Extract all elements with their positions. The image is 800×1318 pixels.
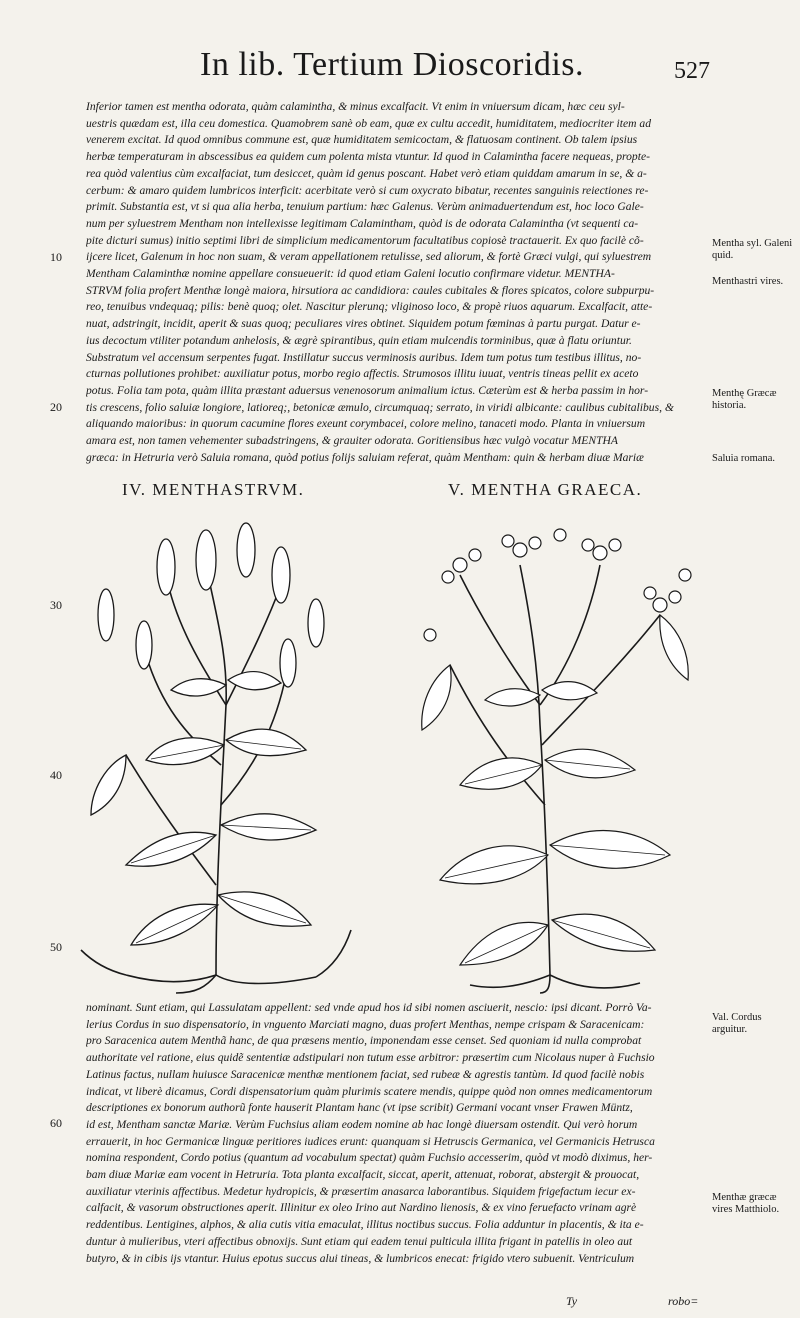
line-number: 40	[50, 768, 62, 782]
text-line: tis crescens, folio saluiæ longiore, latioreq;, betonicæ æmulo, circumquaq; serrato, in viridi albicante: caulibus cubitalibus, &	[86, 400, 674, 414]
margin-note: Val. Cordus arguitur.	[712, 1012, 762, 1035]
text-line: primit. Substantia est, vt si qua alia herba, tenuium partium: hæc Galenus. Verùm animaduertendum est, hoc loco Gale-	[86, 200, 644, 214]
text-line: amara est, non tamen vehementer subadstringens, & grauiter odorata. Goritiensibus hæc vulgò vocatur MENTHA	[86, 434, 618, 448]
margin-note: Menthastri vires.	[712, 276, 784, 287]
running-header-title: In lib. Tertium Dioscoridis.	[200, 46, 585, 83]
text-line: indicat, vt liberè dicamus, Cordi dispensatorium quàm plurimis scatere mendis, quippe quòd non omnes medicamentorum	[86, 1084, 653, 1098]
text-line: num per syluestrem Mentham non intellexisse legitimam Calamintham, quòd is de odorata Calamintha (vt sequenti ca-	[86, 216, 639, 230]
text-line: duntur à mulieribus, vteri affectibus obnoxijs. Sunt etiam qui eadem tenui pulticula illita frigant in patellis in oleo aut	[86, 1234, 633, 1248]
signature-mark: Ty	[566, 1294, 578, 1308]
text-line: cerbum: & amaro quidem lumbricos interficit: acerbitate verò si cum oxycrato bibatur, recentes sanguinis reiectiones re-	[86, 183, 649, 197]
text-line: STRVM folia profert Menthæ longè maiora, hirsutiora ac candidiora: caules cubitales & flores spicatos, colore subpurpu-	[86, 283, 655, 297]
text-line: reddentibus. Lentigines, alphos, & alia cutis vitia emaculat, illitus noctibus succus. Folia adduntur in placentis, & ita e-	[86, 1218, 644, 1232]
line-number: 50	[50, 940, 62, 954]
bottom-text-block	[86, 1000, 704, 1267]
text-line: Inferior tamen est mentha odorata, quàm calamintha, & minus excalfacit. Vt enim in vniuersum dicam, hæc ceu syl-	[86, 100, 625, 113]
mentha-graeca-woodcut-illustration	[400, 505, 710, 995]
text-line: ijcere licet, Galenum in hoc non suam, & veram appellationem retulisse, sed aliorum, & fortè Græci vulgi, qui syluestrem	[86, 250, 652, 264]
text-line: Mentham Calaminthæ nomine appellare consueuerit: id quod etiam Galeni locutio confirmare videtur. MENTHA-	[86, 267, 615, 281]
text-line: nuat, adstringit, incidit, aperit & suas quoq; peculiares vires obtinet. Siquidem potum fœminas à partu purgat. Datur e-	[86, 317, 641, 331]
page-number: 527	[674, 58, 710, 84]
menthastrum-woodcut-illustration	[66, 505, 366, 995]
margin-note: Saluia romana.	[712, 453, 775, 464]
text-line: nominant. Sunt etiam, qui Lassulatam appellent: sed vnde apud hos id sibi nomen asciuerit, nescio: ipsi dicant. Porrò Va-	[86, 1001, 652, 1014]
text-line: pro Saracenica autem Menthã hanc, de qua præsens mentio, imponendam esse censet. Sed quoniam id nulla comprobat	[86, 1034, 642, 1048]
text-line: pite dicturi sumus) initio septimi libri de simplicium medicamentorum facultatibus copiosè tractauerit. Ex quo facilè cõ-	[86, 233, 644, 247]
text-line: bam diuæ Mariæ eam vocent in Hetruria. Tota planta excalfacit, siccat, aperit, attenuat, roborat, abstergit & prouocat,	[86, 1168, 640, 1182]
line-number: 20	[50, 400, 62, 414]
text-line: id est, Mentham sanctæ Mariæ. Verùm Fuchsius aliam eodem nomine ab hac longè diuersam ostendit. Qui verò horum	[86, 1117, 638, 1131]
text-line: errauerit, in hoc Germanicæ linguæ peritiores iudices erunt: quanquam si Hetruscis Germanica, vel Germanicis Hetrusca	[86, 1134, 655, 1148]
text-line: Substratum vel accensum serpentes fugat. Instillatur succus verminosis auribus. Idem tum potus tum testibus illitus, no-	[86, 350, 642, 364]
figure-title-mentha-graeca: V. MENTHA GRAECA.	[448, 480, 643, 499]
text-line: Latinus factus, nullam huiusce Saracenicæ menthæ mentionem faciat, sed rubeæ & agrestis tantùm. Id quod facilè nobis	[86, 1067, 645, 1081]
text-line: authoritate vel ratione, eius quidẽ sententiæ adstipulari non tutum esse arbitror: præsertim cum Nicolaus nuper à Fuchsio	[86, 1051, 655, 1065]
line-number: 30	[50, 598, 62, 612]
text-line: descriptiones ex bonorum authorũ fonte hauserit Plantam hanc (vt ipse scribit) Germani vocant vnser Frawen Müntz,	[86, 1101, 633, 1115]
text-line: ius decoctum vtiliter potandum anhelosis, & ægrè spirantibus, quin etiam mulcendis torminibus, quæ à flatu oriuntur.	[86, 333, 632, 347]
line-number: 10	[50, 250, 62, 264]
line-number: 60	[50, 1116, 62, 1130]
margin-note: Mentha syl. Galeni quid.	[712, 238, 793, 261]
text-line: nomina respondent, Cordo potius (quantum ad vocabulum spectat) quàm Fuchsio accesserim, quòd vt modò diximus, her-	[86, 1151, 653, 1165]
text-line: græca: in Hetruria verò Saluia romana, quòd potius folijs saluiam referat, quàm Mentham: quin & herbam diuæ Mariæ	[86, 450, 644, 464]
text-line: potus. Folia tam pota, quàm illita præstant aduersus venenosorum animalium ictus. Cæterùm est & herba passim in hor-	[86, 383, 649, 397]
text-line: aliquando maioribus: in quorum cacumine flores exeunt corymbacei, colore melino, tanaceti modo. Planta in vniuersum	[86, 417, 646, 431]
text-line: lerius Cordus in suo dispensatorio, in vnguento Marciati magno, duas profert Menthas, nempe crispam & Saracenicam:	[86, 1017, 645, 1031]
text-line: uestris quædam est, illa ceu domestica. Quamobrem sanè ob eam, quæ ex cultu accedit, humiditatem, mediocriter item ad	[86, 116, 651, 130]
text-line: calfacit, & vasorum obstructiones aperit. Illinitur ex oleo Irino aut Nardino lienosis, & ex vino feruefacto vrinam agrè	[86, 1201, 637, 1215]
text-line: auxiliatur vterinis affectibus. Medetur hydropicis, & præsertim anasarca laborantibus. Siquidem frigefactum iecur ex-	[86, 1184, 636, 1198]
text-line: herbæ temperaturam in abscessibus ea quidem cum polenta mista vtuntur. Id quod in Calamintha facere nequeas, propte-	[86, 150, 650, 164]
figure-title-menthastrum: IV. MENTHASTRVM.	[122, 480, 305, 499]
catchword: robo=	[668, 1294, 699, 1308]
margin-note: Menthæ græcæ vires Matthiolo.	[712, 1192, 780, 1215]
top-text-block	[86, 99, 704, 466]
text-line: cturnas pollutiones prohibet: auxiliatur potus, morbo regio affectis. Strumosos illitu iuuat, ventris tineas pellit ex aceto	[86, 367, 639, 381]
text-line: venerem excitat. Id quod omnibus commune est, quæ humiditatem semicoctam, & flatuosam continent. Ob talem ipsius	[86, 133, 638, 147]
text-line: butyro, & in cibis ijs vtantur. Huius epotus succus alui tineas, & lumbricos enecat: frigido vtero subuenit. Ventriculum	[86, 1251, 635, 1265]
text-line: rea quòd valentius cùm excalfaciat, tum desiccet, quàm id genus poscant. Habet verò etiam quiddam amarum in se, & a-	[86, 166, 647, 180]
margin-note: Menthę Græcæ historia.	[712, 388, 777, 411]
text-line: reo, tenuibus vndequaq; pilis: benè quoq; olet. Nascitur plerunq; vliginoso loco, & propè riuos aquarum. Excalfacit, atte-	[86, 300, 653, 314]
